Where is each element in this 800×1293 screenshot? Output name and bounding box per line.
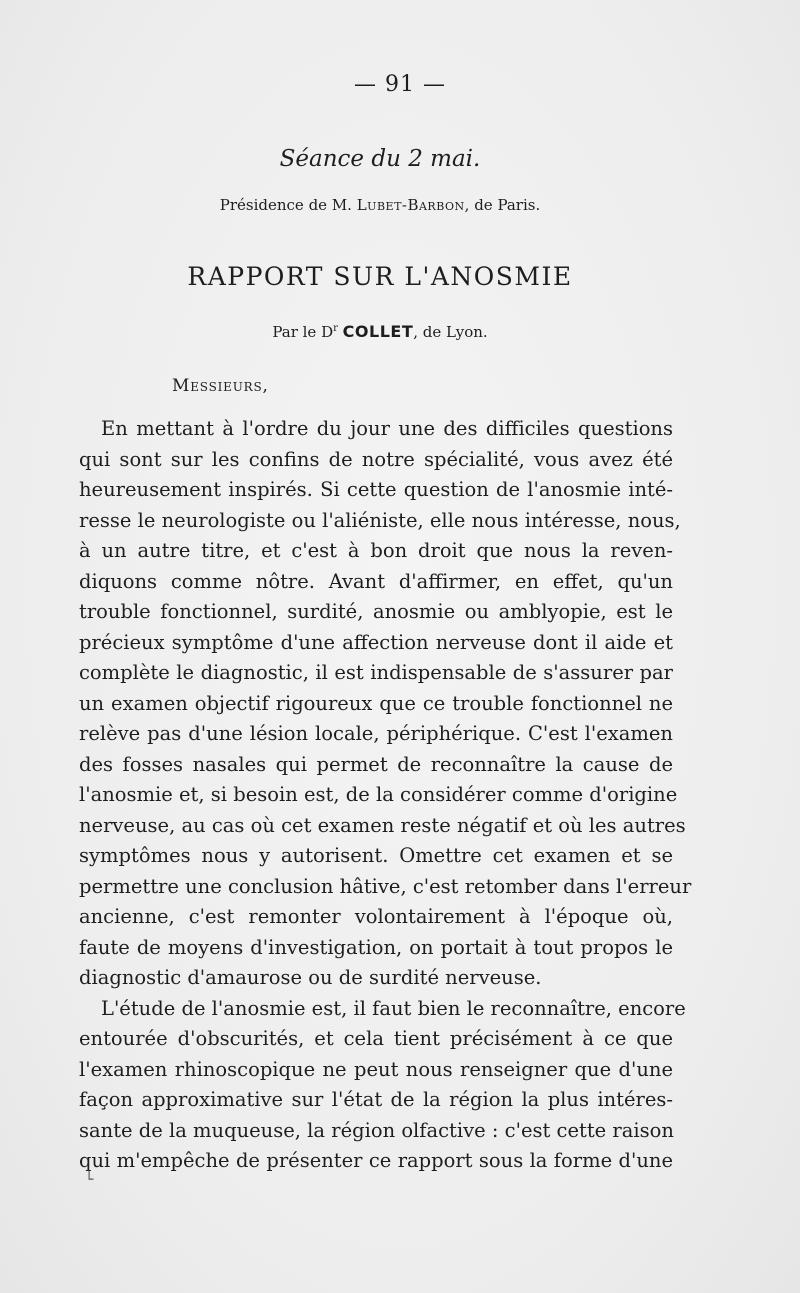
session-heading: Séance du 2 mai. [279,146,481,172]
body-line: permettre une conclusion hâtive, c'est retomber dans l'erreur [79,874,692,898]
body-line: précieux symptôme d'une affection nerveuse dont il aide et [79,630,673,654]
body-text [79,414,692,1177]
body-line: diagnostic d'amaurose ou de surdité nerveuse. [79,966,542,989]
salutation: Messieurs, [172,376,269,396]
author-title-sup: r [333,323,338,334]
body-line: L'étude de l'anosmie est, il faut bien le reconnaître, encore [101,996,686,1020]
presidency-line [0,196,760,214]
body-line: heureusement inspirés. Si cette question de l'anosmie inté- [79,478,673,501]
body-line: façon approximative sur l'état de la région la plus intéres- [79,1088,673,1111]
body-line: qui m'empêche de présenter ce rapport sous la forme d'une [79,1149,673,1172]
presidency-suffix: , de Paris. [464,196,541,214]
body-line: resse le neurologiste ou l'aliéniste, elle nous intéresse, nous, [79,508,681,532]
article-title: RAPPORT SUR L'ANOSMIE [187,262,573,291]
body-line: relève pas d'une lésion locale, périphérique. C'est l'examen [79,722,673,745]
body-line: entourée d'obscurités, et cela tient précisément à ce que [79,1027,673,1050]
body-line: un examen objectif rigoureux que ce trouble fonctionnel ne [79,691,673,715]
body-line: faute de moyens d'investigation, on portait à tout propos le [79,935,673,959]
body-line: l'anosmie et, si besoin est, de la considérer comme d'origine [79,783,678,806]
body-line: à un autre titre, et c'est à bon droit que nous la reven- [79,539,673,562]
body-line: nerveuse, au cas où cet examen reste négatif et où les autres [79,813,686,837]
body-line: ancienne, c'est remonter volontairement à l'époque où, [79,905,673,928]
body-line: complète le diagnostic, il est indispensable de s'assurer par [79,661,673,684]
body-line: symptômes nous y autorisent. Omettre cet examen et se [79,844,673,867]
body-line: diquons comme nôtre. Avant d'affirmer, en effet, qu'un [79,569,673,593]
body-line: trouble fonctionnel, surdité, anosmie ou amblyopie, est le [79,600,673,623]
author-prefix: Par le D [272,323,334,341]
author-line [0,322,760,341]
body-line: En mettant à l'ordre du jour une des difficiles questions [101,417,673,440]
author-suffix: , de Lyon. [413,323,488,341]
margin-mark-glyph: └ [85,1172,94,1188]
body-line: sante de la muqueuse, la région olfactive : c'est cette raison [79,1118,674,1142]
presidency-prefix: Présidence de M. [219,196,357,214]
page-number: — 91 — [354,72,446,97]
body-line: qui sont sur les confins de notre spécialité, vous avez été [79,447,673,471]
presidency-name: Lubet-Barbon [356,196,465,214]
author-name: COLLET [342,322,414,341]
body-line: l'examen rhinoscopique ne peut nous renseigner que d'une [79,1057,673,1081]
body-line: des fosses nasales qui permet de reconnaître la cause de [79,752,673,776]
